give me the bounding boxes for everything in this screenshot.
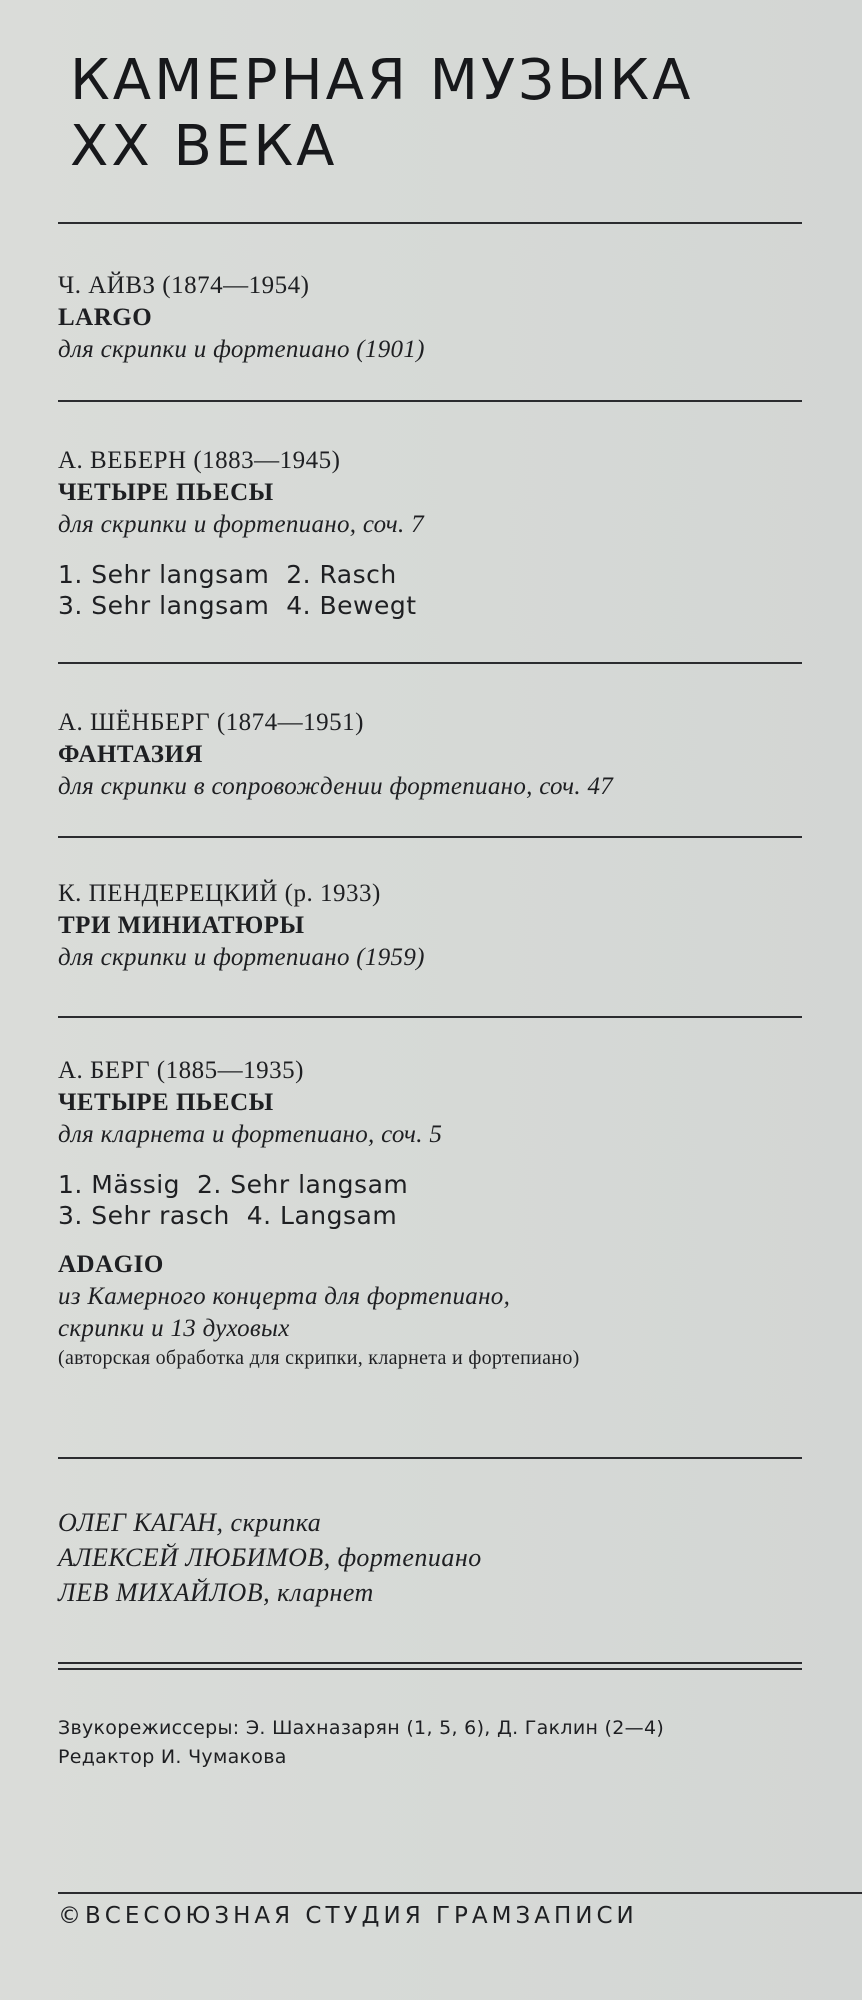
divider xyxy=(58,662,802,664)
movement-line: 1. Sehr langsam 2. Rasch xyxy=(58,560,397,589)
performer: ОЛЕГ КАГАН, скрипка xyxy=(58,1508,322,1537)
work-title: ЧЕТЫРЕ ПЬЕСЫ xyxy=(58,1089,274,1116)
work-description: для скрипки и фортепиано (1959) xyxy=(58,944,425,971)
composer-name: А. БЕРГ (1885—1935) xyxy=(58,1057,304,1084)
work-webern xyxy=(58,445,424,621)
divider xyxy=(58,836,802,838)
composer-name: Ч. АЙВЗ (1874—1954) xyxy=(58,272,310,299)
performers xyxy=(58,1505,482,1610)
movement-line: 3. Sehr langsam 4. Bewegt xyxy=(58,591,417,620)
title-line-2: XX ВЕКА xyxy=(70,114,338,179)
work-penderecki xyxy=(58,878,425,974)
work-title: ФАНТАЗИЯ xyxy=(58,741,203,768)
work-title: ЧЕТЫРЕ ПЬЕСЫ xyxy=(58,479,274,506)
footer xyxy=(58,1903,638,1929)
work-schoenberg xyxy=(58,707,613,803)
double-divider-bottom xyxy=(58,1668,802,1670)
composer-name: К. ПЕНДЕРЕЦКИЙ (р. 1933) xyxy=(58,880,381,907)
work-description: для скрипки и фортепиано, соч. 7 xyxy=(58,511,424,538)
performer: ЛЕВ МИХАЙЛОВ, кларнет xyxy=(58,1578,374,1607)
work-description: из Камерного концерта для фортепиано, xyxy=(58,1283,511,1310)
work-title: ТРИ МИНИАТЮРЫ xyxy=(58,912,305,939)
divider xyxy=(58,1892,862,1894)
movement-line: 3. Sehr rasch 4. Langsam xyxy=(58,1201,398,1230)
work-description: для скрипки в сопровождении фортепиано, соч. 47 xyxy=(58,773,614,800)
sound-engineers: Звукорежиссеры: Э. Шахназарян (1, 5, 6), Д. Гаклин (2—4) xyxy=(58,1717,665,1739)
composer-name: А. ВЕБЕРН (1883—1945) xyxy=(58,447,341,474)
divider xyxy=(58,222,802,224)
arrangement-note: (авторская обработка для скрипки, кларнета и фортепиано) xyxy=(58,1347,580,1369)
studio-copyright: ©ВСЕСОЮЗНАЯ СТУДИЯ ГРАМЗАПИСИ xyxy=(58,1903,638,1929)
double-divider-top xyxy=(58,1662,802,1664)
work-title: ADAGIO xyxy=(58,1251,164,1278)
performer: АЛЕКСЕЙ ЛЮБИМОВ, фортепиано xyxy=(58,1543,482,1572)
credits xyxy=(58,1714,664,1772)
divider xyxy=(58,400,802,402)
work-berg xyxy=(58,1055,580,1371)
work-title: LARGO xyxy=(58,304,153,331)
editor: Редактор И. Чумакова xyxy=(58,1746,287,1768)
work-description: для кларнета и фортепиано, соч. 5 xyxy=(58,1121,443,1148)
page-title xyxy=(70,48,693,180)
work-description: скрипки и 13 духовых xyxy=(58,1315,290,1342)
work-ives xyxy=(58,270,425,366)
title-line-1: КАМЕРНАЯ МУЗЫКА xyxy=(70,48,694,113)
movement-line: 1. Mässig 2. Sehr langsam xyxy=(58,1170,409,1199)
divider xyxy=(58,1457,802,1459)
work-description: для скрипки и фортепиано (1901) xyxy=(58,336,425,363)
composer-name: А. ШЁНБЕРГ (1874—1951) xyxy=(58,709,364,736)
divider xyxy=(58,1016,802,1018)
